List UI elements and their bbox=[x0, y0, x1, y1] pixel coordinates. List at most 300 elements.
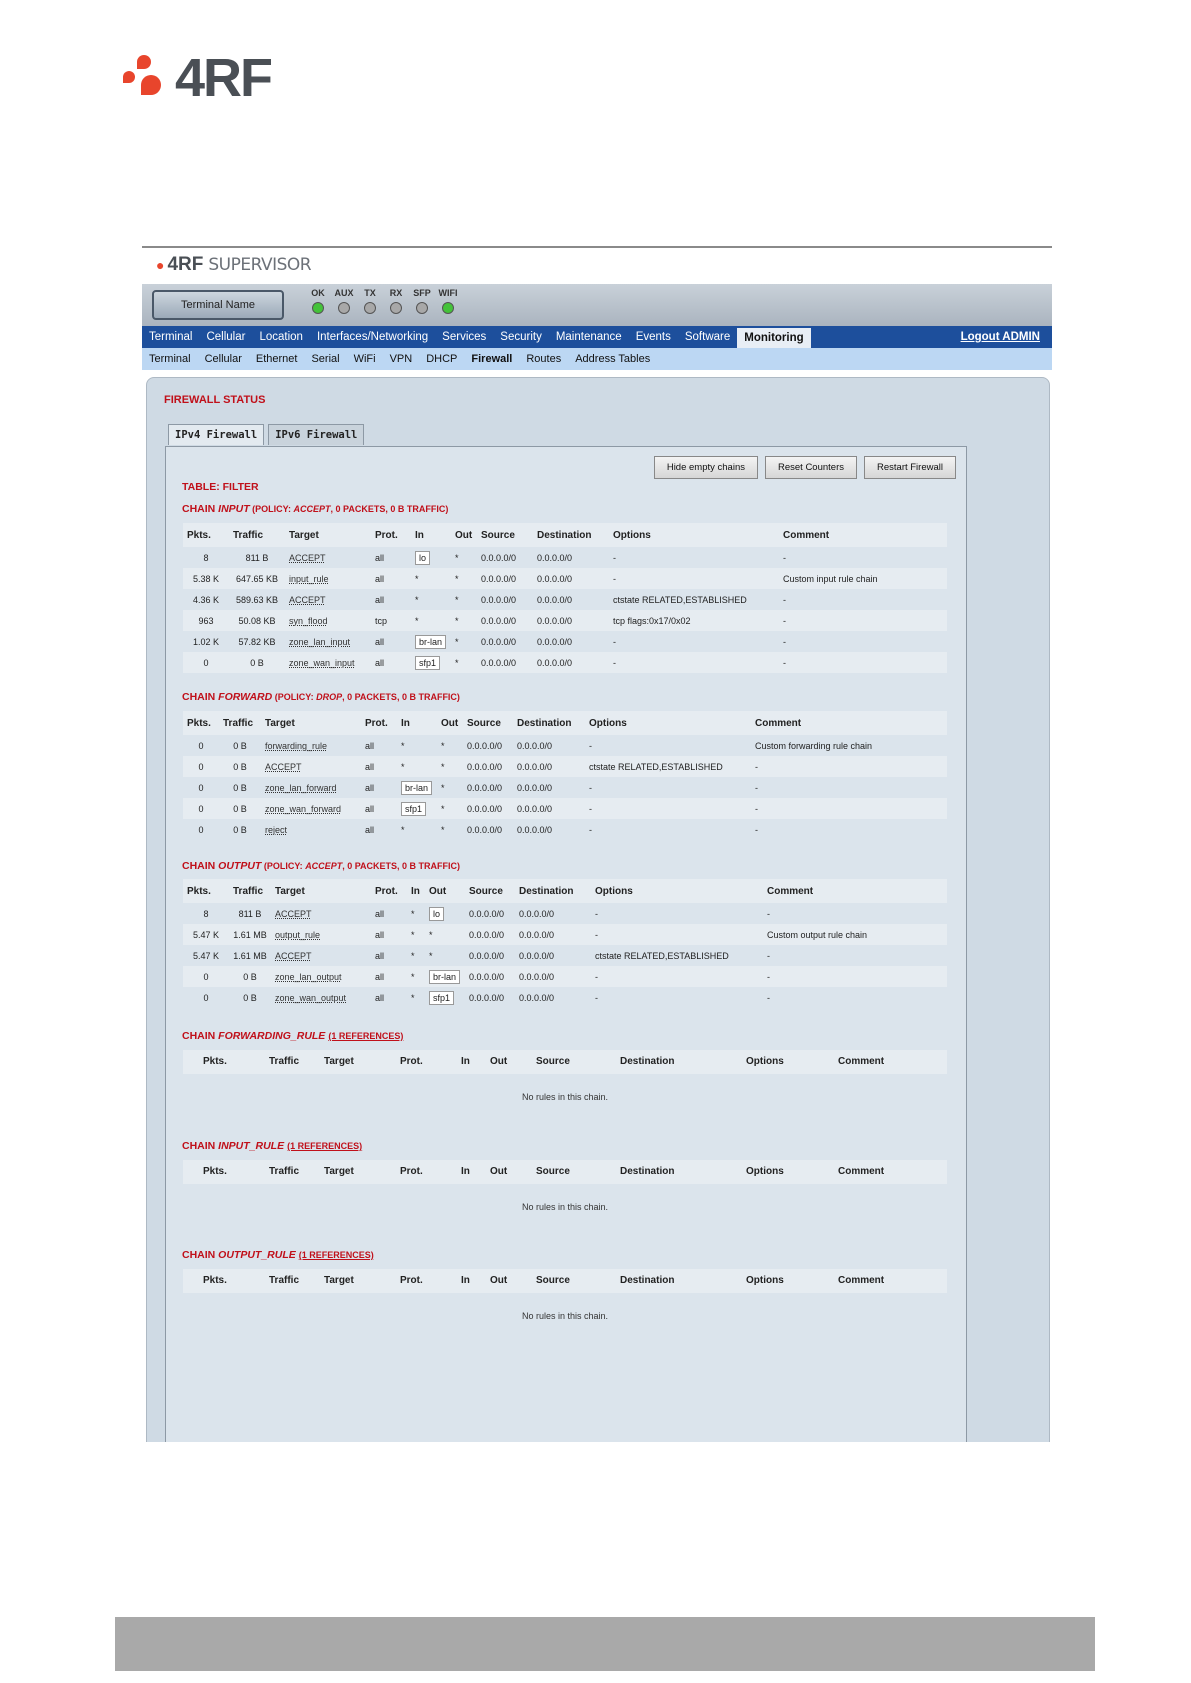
table-cell: 0.0.0.0/0 bbox=[477, 652, 533, 673]
column-header: In bbox=[461, 1056, 470, 1067]
main-nav bbox=[142, 326, 1052, 348]
table-cell[interactable]: reject bbox=[265, 824, 288, 835]
table-cell[interactable]: ACCEPT bbox=[275, 908, 312, 919]
chain-prefix: CHAIN bbox=[182, 1030, 219, 1042]
column-header: Pkts. bbox=[203, 1166, 227, 1177]
table-row bbox=[183, 568, 947, 589]
table-cell: 0 B bbox=[233, 824, 247, 835]
table-row bbox=[183, 798, 947, 819]
table-cell: - bbox=[783, 636, 786, 647]
column-header: Destination bbox=[515, 879, 591, 903]
action-buttons bbox=[654, 456, 956, 479]
table-cell: 0.0.0.0/0 bbox=[467, 740, 503, 751]
nav-item-services[interactable]: Services bbox=[442, 331, 487, 343]
nav-item-monitoring[interactable]: Monitoring bbox=[737, 328, 810, 348]
column-header: Prot. bbox=[371, 879, 407, 903]
table-cell: 8 bbox=[203, 552, 209, 563]
chain-forwarding_rule-heading bbox=[182, 1030, 403, 1042]
column-header: Traffic bbox=[229, 523, 285, 547]
column-header: Pkts. bbox=[183, 523, 229, 547]
table-cell: ctstate RELATED,ESTABLISHED bbox=[613, 594, 747, 605]
led-wifi-indicator-icon bbox=[442, 302, 454, 314]
table-cell: 0.0.0.0/0 bbox=[465, 924, 515, 945]
led-wifi bbox=[435, 288, 461, 314]
table-cell: - bbox=[589, 824, 592, 835]
column-header: Target bbox=[324, 1056, 354, 1067]
table-header-row bbox=[183, 523, 947, 547]
table-cell[interactable]: ACCEPT bbox=[289, 552, 326, 563]
column-header: In bbox=[411, 523, 451, 547]
table-cell: * bbox=[401, 824, 405, 835]
table-cell: 57.82 KB bbox=[238, 636, 276, 647]
column-header: Comment bbox=[838, 1275, 885, 1286]
tab-ipv6-firewall[interactable]: IPv6 Firewall bbox=[268, 424, 364, 445]
table-cell: - bbox=[767, 992, 770, 1003]
table-cell: 0.0.0.0/0 bbox=[533, 652, 609, 673]
table-cell: 0.0.0.0/0 bbox=[467, 824, 503, 835]
nav-item-terminal[interactable]: Terminal bbox=[149, 331, 193, 343]
table-cell: all bbox=[361, 798, 397, 819]
column-header: Options bbox=[746, 1275, 784, 1286]
table-cell bbox=[397, 798, 437, 819]
chain-forward-heading bbox=[182, 691, 460, 703]
column-header: In bbox=[461, 1275, 470, 1286]
led-label: OK bbox=[311, 288, 325, 298]
table-cell: all bbox=[371, 652, 411, 673]
led-label: AUX bbox=[334, 288, 354, 298]
tab-ipv4-firewall[interactable]: IPv4 Firewall bbox=[168, 424, 264, 445]
led-label: WIFI bbox=[438, 288, 458, 298]
column-header: Options bbox=[591, 879, 763, 903]
subnav-item-terminal[interactable]: Terminal bbox=[149, 353, 191, 365]
no-rules-message: No rules in this chain. bbox=[521, 1311, 609, 1321]
table-cell: * bbox=[415, 594, 419, 605]
chain-name: FORWARD bbox=[218, 691, 273, 703]
table-cell: 0.0.0.0/0 bbox=[537, 594, 573, 605]
table-row bbox=[183, 631, 947, 652]
policy-label: (POLICY: bbox=[272, 692, 317, 702]
table-cell: 0 B bbox=[229, 966, 271, 987]
table-cell: - bbox=[591, 924, 763, 945]
table-cell[interactable]: ACCEPT bbox=[289, 594, 326, 605]
column-header: Prot. bbox=[400, 1275, 423, 1286]
table-cell: all bbox=[365, 824, 375, 835]
table-cell: 963 bbox=[183, 610, 229, 631]
table-cell: - bbox=[609, 568, 779, 589]
column-header: Options bbox=[585, 711, 751, 735]
table-cell: 0.0.0.0/0 bbox=[469, 950, 505, 961]
page-footer-bar bbox=[115, 1617, 1095, 1671]
table-cell: * bbox=[401, 740, 405, 751]
table-cell: all bbox=[375, 636, 385, 647]
table-cell: ctstate RELATED,ESTABLISHED bbox=[585, 756, 751, 777]
column-header: Prot. bbox=[400, 1166, 423, 1177]
table-cell: 0.0.0.0/0 bbox=[463, 798, 513, 819]
nav-item-maintenance[interactable]: Maintenance bbox=[555, 331, 622, 343]
column-header: Source bbox=[477, 523, 533, 547]
subnav-item-wifi[interactable]: WiFi bbox=[353, 353, 376, 365]
table-row bbox=[183, 652, 947, 673]
column-header: Options bbox=[746, 1166, 784, 1177]
chain-prefix: CHAIN bbox=[182, 860, 219, 872]
table-cell: 0.0.0.0/0 bbox=[463, 756, 513, 777]
table-cell: - bbox=[767, 908, 770, 919]
column-header: Target bbox=[324, 1275, 354, 1286]
column-header: Pkts. bbox=[183, 879, 229, 903]
table-cell: 0.0.0.0/0 bbox=[469, 992, 505, 1003]
table-cell[interactable]: zone_wan_output bbox=[275, 992, 347, 1003]
led-rx-indicator-icon bbox=[390, 302, 402, 314]
table-row bbox=[183, 966, 947, 987]
table-cell: Custom output rule chain bbox=[763, 924, 947, 945]
table-cell[interactable]: zone_lan_forward bbox=[265, 782, 337, 793]
column-header: Out bbox=[425, 879, 465, 903]
sub-nav bbox=[142, 348, 1052, 370]
brand-name: 4RF bbox=[175, 48, 272, 108]
tab-content bbox=[165, 446, 967, 1442]
table-cell: all bbox=[371, 568, 411, 589]
divider bbox=[142, 246, 1052, 248]
table-cell: 0 bbox=[183, 798, 219, 819]
table-cell: 0.0.0.0/0 bbox=[519, 908, 555, 919]
table-cell: 5.38 K bbox=[183, 568, 229, 589]
chain-input_rule-table-header bbox=[183, 1160, 947, 1184]
supervisor-screenshot bbox=[142, 246, 1052, 1442]
column-header: Destination bbox=[620, 1275, 675, 1286]
table-cell: 0 B bbox=[229, 652, 285, 673]
table-cell: 0.0.0.0/0 bbox=[469, 908, 505, 919]
hide-empty-chains-button[interactable]: Hide empty chains bbox=[654, 456, 758, 479]
table-cell: - bbox=[751, 756, 947, 777]
table-row bbox=[183, 819, 947, 840]
table-cell: 0 bbox=[203, 992, 209, 1003]
nav-item-interfaces-networking[interactable]: Interfaces/Networking bbox=[316, 331, 429, 343]
led-sfp bbox=[409, 288, 435, 314]
table-row bbox=[183, 589, 947, 610]
table-cell: * bbox=[451, 652, 477, 673]
subnav-item-ethernet[interactable]: Ethernet bbox=[255, 353, 298, 365]
table-label: TABLE: FILTER bbox=[182, 481, 259, 493]
table-cell: 0.0.0.0/0 bbox=[517, 740, 553, 751]
column-header: Traffic bbox=[269, 1056, 300, 1067]
chain-references-link[interactable]: (1 REFERENCES) bbox=[287, 1141, 363, 1151]
table-cell: 811 B bbox=[245, 552, 269, 563]
table-cell: tcp flags:0x17/0x02 bbox=[609, 610, 779, 631]
led-label: RX bbox=[389, 288, 403, 298]
table-cell: 4.36 K bbox=[192, 594, 220, 605]
chain-forward-table bbox=[183, 711, 947, 840]
nav-item-software[interactable]: Software bbox=[684, 331, 731, 343]
table-cell: * bbox=[441, 740, 445, 751]
table-cell: * bbox=[411, 908, 415, 919]
table-cell: 0.0.0.0/0 bbox=[537, 636, 573, 647]
firewall-panel bbox=[146, 377, 1050, 1442]
table-cell: 0.0.0.0/0 bbox=[467, 782, 503, 793]
chain-output_rule-heading bbox=[182, 1249, 374, 1261]
table-cell: all bbox=[365, 740, 375, 751]
subnav-item-serial[interactable]: Serial bbox=[311, 353, 340, 365]
interface-badge: br-lan bbox=[401, 781, 432, 795]
table-cell: 0 B bbox=[243, 992, 257, 1003]
column-header: Source bbox=[536, 1056, 570, 1067]
led-label: SFP bbox=[413, 288, 431, 298]
table-cell: 50.08 KB bbox=[229, 610, 285, 631]
table-cell: 0.0.0.0/0 bbox=[517, 782, 553, 793]
column-header: Target bbox=[324, 1166, 354, 1177]
table-cell: 0 B bbox=[219, 798, 261, 819]
column-header: Target bbox=[271, 879, 371, 903]
led-rx bbox=[383, 288, 409, 314]
chain-policy bbox=[250, 504, 449, 514]
policy-label: (POLICY: bbox=[249, 504, 294, 514]
table-cell: 0.0.0.0/0 bbox=[465, 966, 515, 987]
table-cell: 0.0.0.0/0 bbox=[537, 552, 573, 563]
status-bar bbox=[142, 284, 1052, 326]
table-cell: - bbox=[755, 782, 758, 793]
policy-value: ACCEPT bbox=[293, 504, 331, 514]
table-row bbox=[183, 945, 947, 966]
chain-output-heading bbox=[182, 860, 460, 872]
chain-output-table bbox=[183, 879, 947, 1008]
column-header: Destination bbox=[620, 1166, 675, 1177]
document-logo bbox=[123, 48, 272, 108]
policy-value: DROP bbox=[316, 692, 343, 702]
nav-item-events[interactable]: Events bbox=[635, 331, 671, 343]
table-cell: * bbox=[455, 594, 459, 605]
table-cell: 0 B bbox=[233, 782, 247, 793]
table-header-row bbox=[183, 879, 947, 903]
subnav-item-address-tables[interactable]: Address Tables bbox=[575, 353, 651, 365]
table-cell: - bbox=[609, 652, 779, 673]
chain-prefix: CHAIN bbox=[182, 503, 219, 515]
table-row bbox=[183, 987, 947, 1008]
restart-firewall-button[interactable]: Restart Firewall bbox=[864, 456, 956, 479]
table-cell: all bbox=[375, 908, 385, 919]
table-cell[interactable]: output_rule bbox=[271, 924, 371, 945]
chain-name: OUTPUT_RULE bbox=[218, 1249, 296, 1261]
table-cell: - bbox=[751, 798, 947, 819]
table-cell[interactable]: ACCEPT bbox=[275, 950, 312, 961]
table-cell: * bbox=[411, 992, 415, 1003]
chain-policy bbox=[272, 692, 460, 702]
supervisor-logo bbox=[156, 255, 311, 275]
led-ok-indicator-icon bbox=[312, 302, 324, 314]
column-header: Out bbox=[490, 1166, 508, 1177]
column-header: In bbox=[397, 711, 437, 735]
table-cell: all bbox=[375, 552, 385, 563]
table-cell: 0.0.0.0/0 bbox=[533, 568, 609, 589]
table-cell: - bbox=[595, 992, 598, 1003]
status-leds bbox=[305, 288, 461, 314]
chain-references-link[interactable]: (1 REFERENCES) bbox=[298, 1250, 374, 1260]
nav-item-location[interactable]: Location bbox=[259, 331, 303, 343]
column-header: Destination bbox=[513, 711, 585, 735]
column-header: Prot. bbox=[361, 711, 397, 735]
table-cell: all bbox=[361, 756, 397, 777]
reset-counters-button[interactable]: Reset Counters bbox=[765, 456, 857, 479]
supervisor-brand: 4RF bbox=[167, 254, 204, 275]
table-cell: 0.0.0.0/0 bbox=[477, 568, 533, 589]
policy-value: ACCEPT bbox=[305, 861, 343, 871]
subnav-item-dhcp[interactable]: DHCP bbox=[426, 353, 458, 365]
table-cell: - bbox=[613, 636, 616, 647]
table-cell: 589.63 KB bbox=[235, 594, 279, 605]
chain-name: INPUT bbox=[218, 503, 250, 515]
table-cell: * bbox=[437, 798, 463, 819]
table-cell: * bbox=[411, 950, 415, 961]
table-cell: 0 bbox=[198, 824, 204, 835]
chain-output_rule-table-header bbox=[183, 1269, 947, 1293]
interface-badge: lo bbox=[415, 551, 430, 565]
table-cell: 1.61 MB bbox=[233, 950, 267, 961]
table-cell[interactable]: zone_wan_forward bbox=[261, 798, 361, 819]
table-cell: 0 bbox=[183, 756, 219, 777]
table-cell: * bbox=[455, 636, 459, 647]
chain-input-heading bbox=[182, 503, 448, 515]
table-cell: 5.47 K bbox=[183, 924, 229, 945]
table-cell: * bbox=[411, 568, 451, 589]
column-header: Source bbox=[536, 1275, 570, 1286]
subnav-item-firewall[interactable]: Firewall bbox=[471, 353, 513, 365]
table-cell: 0 bbox=[198, 740, 204, 751]
column-header: Comment bbox=[838, 1056, 885, 1067]
led-tx-indicator-icon bbox=[364, 302, 376, 314]
table-cell[interactable]: zone_lan_output bbox=[271, 966, 371, 987]
chain-name: FORWARDING_RULE bbox=[218, 1030, 326, 1042]
chain-prefix: CHAIN bbox=[182, 691, 219, 703]
column-header: Out bbox=[490, 1056, 508, 1067]
table-cell: * bbox=[407, 966, 425, 987]
policy-label: (POLICY: bbox=[261, 861, 306, 871]
supervisor-product: SUPERVISOR bbox=[208, 255, 312, 275]
subnav-item-routes[interactable]: Routes bbox=[526, 353, 562, 365]
no-rules-message: No rules in this chain. bbox=[521, 1202, 609, 1212]
table-cell: all bbox=[375, 594, 385, 605]
table-cell bbox=[425, 987, 465, 1008]
table-cell bbox=[411, 652, 451, 673]
4rf-logo-icon bbox=[123, 55, 169, 101]
table-cell[interactable]: forwarding_rule bbox=[265, 740, 328, 751]
table-cell bbox=[397, 777, 437, 798]
table-cell: - bbox=[763, 966, 947, 987]
led-aux-indicator-icon bbox=[338, 302, 350, 314]
table-row bbox=[183, 777, 947, 798]
chain-input-table bbox=[183, 523, 947, 673]
table-cell: Custom forwarding rule chain bbox=[755, 740, 873, 751]
table-cell: * bbox=[441, 782, 445, 793]
chain-name: OUTPUT bbox=[218, 860, 262, 872]
column-header: Out bbox=[490, 1275, 508, 1286]
table-row bbox=[183, 610, 947, 631]
table-cell: 0.0.0.0/0 bbox=[477, 610, 533, 631]
chain-prefix: CHAIN bbox=[182, 1140, 219, 1152]
subnav-item-cellular[interactable]: Cellular bbox=[204, 353, 242, 365]
interface-badge: br-lan bbox=[429, 970, 460, 984]
table-cell: - bbox=[779, 652, 947, 673]
policy-stats: , 0 PACKETS, 0 B TRAFFIC) bbox=[342, 692, 460, 702]
table-cell: 0.0.0.0/0 bbox=[513, 798, 585, 819]
table-cell: - bbox=[595, 908, 598, 919]
table-cell: 0.0.0.0/0 bbox=[481, 636, 517, 647]
nav-item-cellular[interactable]: Cellular bbox=[206, 331, 246, 343]
table-cell[interactable]: ACCEPT bbox=[261, 756, 361, 777]
no-rules-message: No rules in this chain. bbox=[521, 1092, 609, 1102]
chain-name: INPUT_RULE bbox=[218, 1140, 285, 1152]
table-cell: 0.0.0.0/0 bbox=[513, 756, 585, 777]
table-cell[interactable]: syn_flood bbox=[285, 610, 371, 631]
column-header: Pkts. bbox=[203, 1056, 227, 1067]
table-header-row bbox=[183, 711, 947, 735]
interface-badge: lo bbox=[429, 907, 444, 921]
column-header: Target bbox=[285, 523, 371, 547]
column-header: Traffic bbox=[219, 711, 261, 735]
table-cell bbox=[411, 631, 451, 652]
led-tx bbox=[357, 288, 383, 314]
table-cell: * bbox=[455, 552, 459, 563]
table-cell bbox=[425, 966, 465, 987]
column-header: In bbox=[407, 879, 425, 903]
interface-badge: sfp1 bbox=[401, 802, 426, 816]
table-cell: * bbox=[441, 824, 445, 835]
table-cell[interactable]: zone_lan_input bbox=[289, 636, 351, 647]
table-cell: all bbox=[371, 924, 407, 945]
logout-link[interactable]: Logout ADMIN bbox=[960, 331, 1040, 343]
table-cell: - bbox=[589, 740, 592, 751]
led-aux bbox=[331, 288, 357, 314]
nav-item-security[interactable]: Security bbox=[500, 331, 542, 343]
table-cell: 0 bbox=[183, 652, 229, 673]
table-cell: * bbox=[451, 610, 477, 631]
table-cell[interactable]: input_rule bbox=[285, 568, 371, 589]
table-cell: * bbox=[425, 924, 465, 945]
column-header: Comment bbox=[779, 523, 947, 547]
table-cell: 0.0.0.0/0 bbox=[519, 950, 555, 961]
terminal-name-button[interactable]: Terminal Name bbox=[152, 290, 284, 320]
chain-policy bbox=[261, 861, 460, 871]
table-cell: 0 B bbox=[219, 756, 261, 777]
table-cell: 0.0.0.0/0 bbox=[515, 924, 591, 945]
table-cell: 0.0.0.0/0 bbox=[533, 610, 609, 631]
chain-references-link[interactable]: (1 REFERENCES) bbox=[328, 1031, 404, 1041]
table-row bbox=[183, 735, 947, 756]
subnav-item-vpn[interactable]: VPN bbox=[389, 353, 413, 365]
table-cell[interactable]: zone_wan_input bbox=[285, 652, 371, 673]
table-cell: 0.0.0.0/0 bbox=[481, 552, 517, 563]
table-row bbox=[183, 547, 947, 568]
column-header: Out bbox=[437, 711, 463, 735]
table-cell: - bbox=[779, 610, 947, 631]
table-cell: all bbox=[375, 992, 385, 1003]
table-cell: 0 bbox=[198, 782, 204, 793]
table-cell: - bbox=[589, 782, 592, 793]
table-cell: * bbox=[451, 568, 477, 589]
column-header: Target bbox=[261, 711, 361, 735]
column-header: Comment bbox=[763, 879, 947, 903]
column-header: Source bbox=[463, 711, 513, 735]
chain-forwarding_rule-table-header bbox=[183, 1050, 947, 1074]
column-header: Source bbox=[465, 879, 515, 903]
column-header: Destination bbox=[533, 523, 609, 547]
table-cell: 0 bbox=[183, 966, 229, 987]
led-label: TX bbox=[364, 288, 376, 298]
policy-stats: , 0 PACKETS, 0 B TRAFFIC) bbox=[342, 861, 461, 871]
column-header: Comment bbox=[751, 711, 947, 735]
table-cell: 647.65 KB bbox=[229, 568, 285, 589]
table-cell: 0.0.0.0/0 bbox=[517, 824, 553, 835]
column-header: Comment bbox=[838, 1166, 885, 1177]
page-title: FIREWALL STATUS bbox=[164, 394, 266, 406]
table-cell: * bbox=[437, 756, 463, 777]
